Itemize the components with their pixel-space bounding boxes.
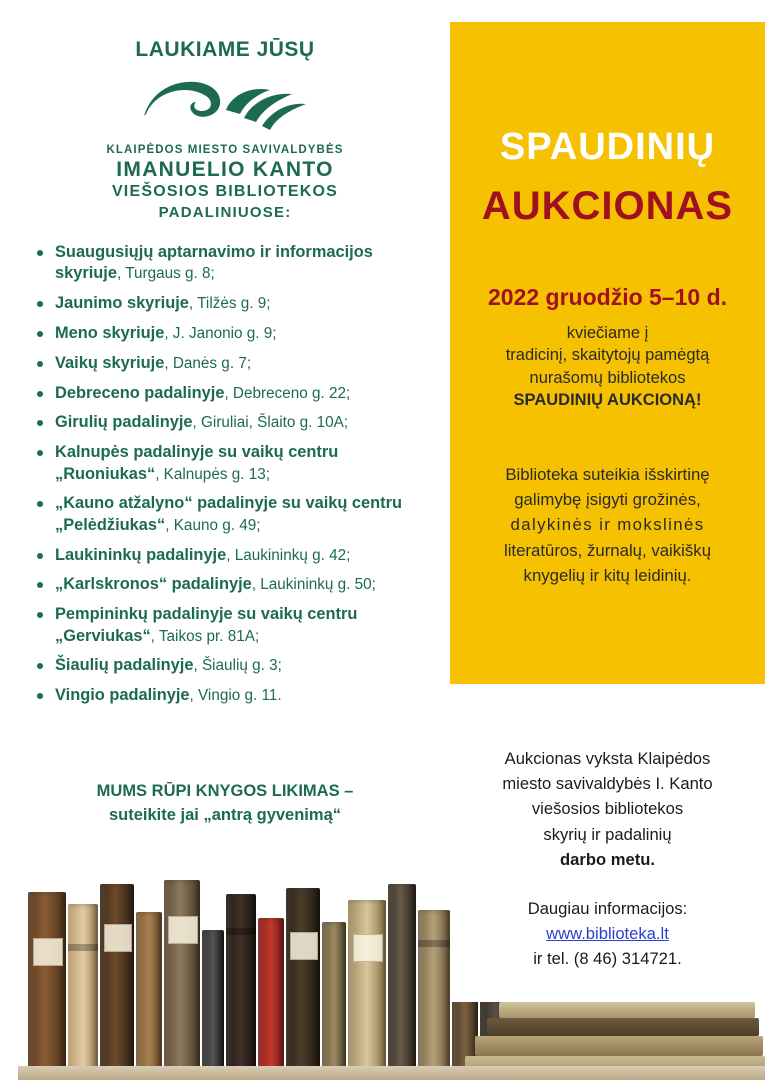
branch-address: , Debreceno g. 22; [224,384,351,402]
book-label [168,916,197,944]
venue-info [464,746,751,872]
list-item [30,242,442,285]
body-line5: knygelių ir kitų leidinių. [523,565,692,585]
library-name-line1: KLAIPĖDOS MIESTO SAVIVALDYBĖS [106,144,344,156]
branch-name: Vaikų skyriuje [55,353,165,372]
branch-address: , Kalnupės g. 13; [155,465,270,483]
branch-address: , Laukininkų g. 50; [251,576,376,594]
book-band [418,940,450,947]
auction-title-line2: AUKCIONAS [481,184,734,228]
invite-line1: kviečiame į [566,324,649,342]
list-item [30,412,442,433]
shelf-surface [18,1066,765,1080]
auction-invitation [460,322,755,411]
book-label [104,924,132,952]
branch-name: Laukininkų padalinyje [55,545,227,564]
branch-list [30,242,442,715]
book-spine [100,884,134,1080]
book-spine [258,918,284,1080]
branch-address: , Tilžės g. 9; [188,295,271,313]
book-band [68,944,98,951]
branch-name: „Karlskronos“ padalinyje [55,575,252,594]
branch-address: , Turgaus g. 8; [116,265,215,283]
website-link[interactable]: www.biblioteka.lt [546,924,669,944]
venue-line1: Aukcionas vyksta Klaipėdos [504,749,711,768]
body-line4: literatūros, žurnalų, vaikiškų [503,540,712,560]
invite-line3: nurašomų bibliotekos [529,368,686,387]
venue-line2: miesto savivaldybės I. Kanto [502,774,713,794]
branch-name: Debreceno padalinyje [55,383,225,402]
book-spine [164,880,200,1080]
book-spine [28,892,66,1080]
list-item [30,383,442,404]
list-item [30,493,442,536]
venue-line5: darbo metu. [560,849,655,869]
info-card [450,712,765,1002]
auction-banner [450,22,765,684]
branch-name: „Kauno atžalyno“ padalinyje su vaikų centru „Pelėdžiukas“ [55,494,403,534]
list-item [30,293,442,314]
auction-description [466,462,749,588]
book-spine [202,930,224,1080]
book-spine [286,888,320,1080]
body-line3: dalykinės ir mokslinės [510,515,705,535]
book-spine [388,884,416,1080]
book-band [226,928,256,935]
list-item [30,604,442,647]
more-info-label: Daugiau informacijos: [527,899,688,918]
branch-address: , Šiaulių g. 3; [193,657,282,675]
branch-name: Meno skyriuje [55,323,165,342]
body-line1: Biblioteka suteikia išskirtinę [505,465,710,484]
book-spine [226,894,256,1080]
tagline-line1: MUMS RŪPI KNYGOS LIKIMAS – [96,782,354,800]
library-name-block [0,144,450,221]
lying-book [475,1036,763,1056]
phone-number: ir tel. (8 46) 314721. [533,949,682,969]
list-item [30,545,442,566]
book-spine [68,904,98,1080]
lying-book [487,1018,759,1036]
list-item [30,323,442,344]
tagline-line2: suteikite jai „antrą gyvenimą“ [108,805,341,824]
library-name-line4: PADALINIUOSE: [158,204,292,221]
branch-name: Šiaulių padalinyje [55,656,194,675]
branch-name: Vingio padalinyje [55,686,190,705]
branch-address: , Kauno g. 49; [165,516,261,534]
book-spine [136,912,162,1080]
auction-title-line1: SPAUDINIŲ [499,126,716,168]
list-item [30,353,442,374]
book-spine [322,922,346,1080]
branch-name: Suaugusiųjų aptarnavimo ir informacijos skyriuje [55,243,373,283]
library-name-line2: IMANUELIO KANTO [116,158,334,181]
book-label [290,932,318,960]
branch-address: , Vingio g. 11. [189,687,282,705]
venue-line3: viešosios bibliotekos [531,799,684,819]
branch-name: Jaunimo skyriuje [55,294,189,313]
auction-dates: 2022 gruodžio 5–10 d. [487,284,728,310]
invite-line2: tradicinį, skaitytojų pamėgtą [505,346,710,365]
branch-name: Kalnupės padalinyje su vaikų centru „Ruoniukas“ [55,443,339,483]
book-label [353,934,384,962]
branch-name: Pempininkų padalinyje su vaikų centru „Gerviukas“ [55,605,358,645]
branch-address: , Danės g. 7; [164,354,252,372]
body-line2: galimybę įsigyti grožinės, [514,490,701,510]
lying-book [499,1002,755,1018]
book-spine [348,900,386,1080]
venue-line4: skyrių ir padalinių [543,824,672,844]
list-item [30,655,442,676]
branch-address: , Laukininkų g. 42; [226,546,351,564]
tagline [0,780,450,828]
wave-bird-logo-icon [140,123,310,140]
branch-address: , Taikos pr. 81A; [150,627,260,645]
branch-name: Girulių padalinyje [55,413,193,432]
branch-address: , Giruliai, Šlaito g. 10A; [192,414,349,432]
book-label [33,938,64,966]
book-spine [418,910,450,1080]
contact-info [464,896,751,972]
invite-line4: SPAUDINIŲ AUKCIONĄ! [513,390,702,409]
list-item [30,685,442,706]
library-name-line3: VIEŠOSIOS BIBLIOTEKOS [111,183,339,200]
list-item [30,442,442,485]
branch-address: , J. Janonio g. 9; [164,324,277,342]
library-logo [0,80,450,141]
list-item [30,574,442,595]
page-headline: LAUKIAME JŪSŲ [135,38,315,61]
